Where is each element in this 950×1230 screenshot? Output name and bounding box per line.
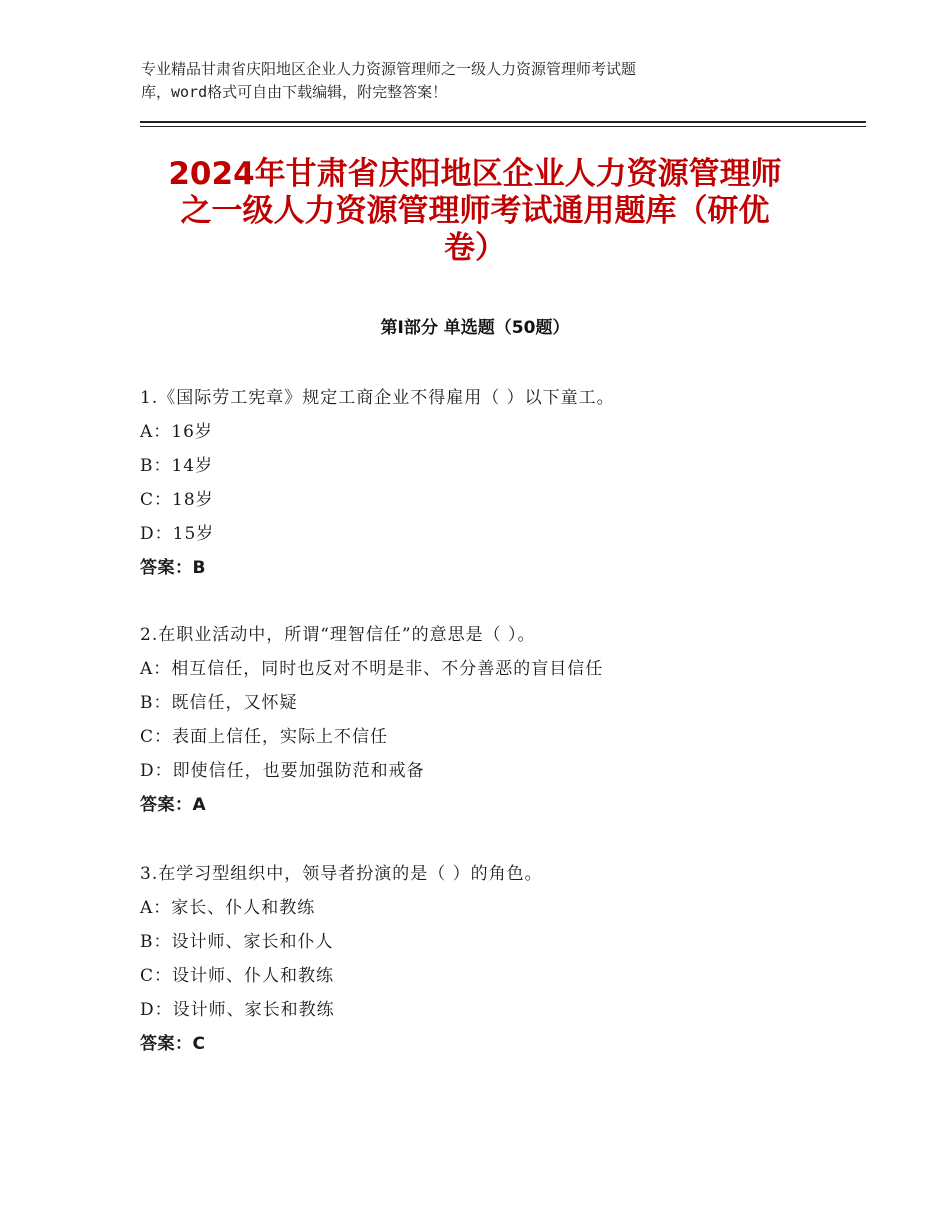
title-line-2: 之一级人力资源管理师考试通用题库（研优 [180, 193, 770, 229]
option-d: D：即使信任，也要加强防范和戒备 [140, 761, 425, 781]
option-c: C：表面上信任，实际上不信任 [140, 727, 389, 747]
option-b: B：设计师、家长和仆人 [140, 932, 334, 952]
question-stem: 3.在学习型组织中，领导者扮演的是（ ）的角色。 [140, 864, 543, 884]
page-header [141, 58, 821, 104]
option-a: A：相互信任，同时也反对不明是非、不分善恶的盲目信任 [140, 659, 604, 679]
option-c: C：设计师、仆人和教练 [140, 966, 335, 986]
option-a: A：16岁 [140, 422, 213, 442]
header-rule-thick [140, 121, 866, 123]
option-b: B：既信任，又怀疑 [140, 693, 298, 713]
answer: 答案：A [140, 795, 207, 815]
header-line-1: 专业精品甘肃省庆阳地区企业人力资源管理师之一级人力资源管理师考试题 [141, 60, 637, 78]
answer: 答案：B [140, 558, 206, 578]
answer: 答案：C [140, 1034, 206, 1054]
question-1 [140, 381, 820, 585]
option-d: D：设计师、家长和教练 [140, 1000, 335, 1020]
option-b: B：14岁 [140, 456, 214, 476]
option-a: A：家长、仆人和教练 [140, 898, 316, 918]
question-2 [140, 618, 820, 822]
title-line-1: 2024年甘肃省庆阳地区企业人力资源管理师 [168, 156, 782, 192]
header-rule-thin [140, 126, 866, 127]
document-title [140, 156, 810, 267]
option-c: C：18岁 [140, 490, 214, 510]
question-stem: 2.在职业活动中，所谓“理智信任”的意思是（ ）。 [140, 625, 536, 645]
option-d: D：15岁 [140, 524, 215, 544]
title-line-3: 卷） [444, 230, 506, 266]
section-title: 第Ⅰ部分 单选题（50题） [380, 318, 570, 338]
question-3 [140, 857, 820, 1061]
question-stem: 1.《国际劳工宪章》规定工商企业不得雇用（ ）以下童工。 [140, 388, 615, 408]
header-line-2: 库，word格式可自由下载编辑，附完整答案！ [141, 83, 448, 101]
